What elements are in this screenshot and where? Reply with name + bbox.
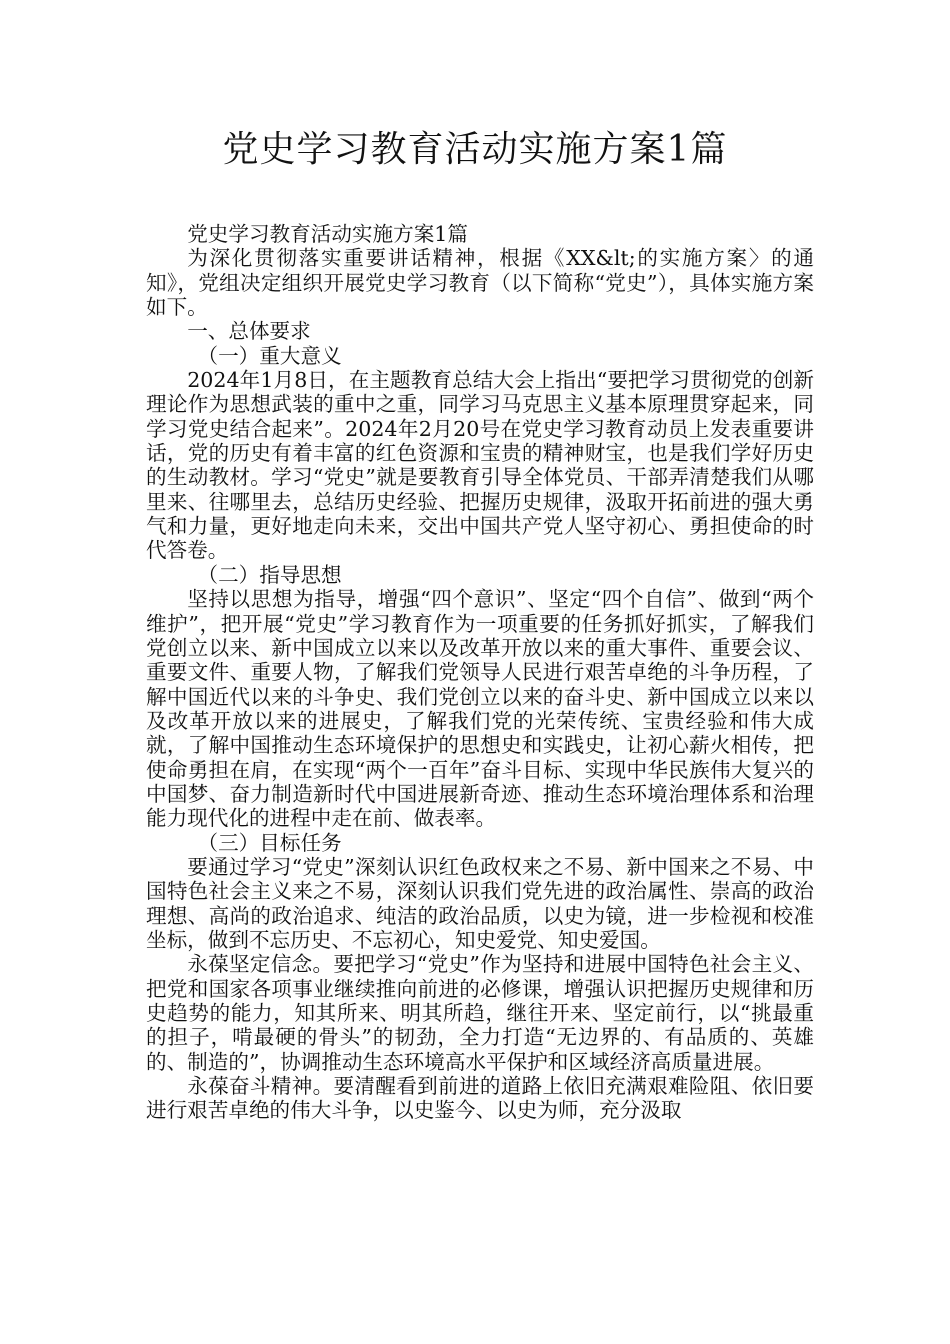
body-paragraph: 要通过学习“党史”深刻认识红色政权来之不易、新中国来之不易、中国特色社会主义来之不易，深刻认识我们党先进的政治属性、崇高的政治理想、高尚的政治追求、纯洁的政治品质，以史为镜，进一步检视和校准坐标，做到不忘历史、不忘初心，知史爱党、知史爱国。 (146, 854, 814, 952)
subsection-heading: （一）重大意义 (197, 343, 342, 368)
subsection-heading: （三）目标任务 (197, 830, 342, 855)
section-heading: 一、总体要求 (187, 319, 311, 344)
body-paragraph: 为深化贯彻落实重要讲话精神，根据《XX&lt;的实施方案〉的通知》，党组决定组织开展党史学习教育（以下简称“党史”），具体实施方案如下。 (146, 246, 814, 320)
body-paragraph: 永葆坚定信念。要把学习“党史”作为坚持和进展中国特色社会主义、把党和国家各项事业继续推向前进的必修课，增强认识把握历史规律和历史趋势的能力，知其所来、明其所趋，继往开来、坚定前行，以“挑最重的担子，啃最硬的骨头”的韧劲，全力打造“无边界的、有品质的、英雄的、制造的”，协调推动生态环境高水平保护和区域经济高质量进展。 (146, 952, 814, 1074)
body-paragraph: 党史学习教育活动实施方案1篇 (187, 222, 469, 246)
document-title: 党史学习教育活动实施方案1篇 (222, 129, 728, 170)
body-paragraph: 永葆奋斗精神。要清醒看到前进的道路上依旧充满艰难险阻、依旧要进行艰苦卓绝的伟大斗争，以史鉴今、以史为师，充分汲取 (146, 1074, 814, 1123)
subsection-heading: （二）指导思想 (197, 562, 342, 587)
body-paragraph: 坚持以思想为指导，增强“四个意识”、坚定“四个自信”、做到“两个维护”，把开展“党史”学习教育作为一项重要的任务抓好抓实，了解我们党创立以来、新中国成立以来以及改革开放以来的重大事件、重要会议、重要文件、重要人物，了解我们党领导人民进行艰苦卓绝的斗争历程，了解中国近代以来的斗争史、我们党创立以来的奋斗史、新中国成立以来以及改革开放以来的进展史，了解我们党的光荣传统、宝贵经验和伟大成就，了解中国推动生态环境保护的思想史和实践史，让初心薪火相传，把使命勇担在肩，在实现“两个一百年”奋斗目标、实现中华民族伟大复兴的中国梦、奋力制造新时代中国进展新奇迹、推动生态环境治理体系和治理能力现代化的进程中走在前、做表率。 (146, 587, 814, 831)
document-body (146, 222, 814, 1123)
body-paragraph: 2024年1月8日，在主题教育总结大会上指出“要把学习贯彻党的创新理论作为思想武装的重中之重，同学习马克思主义基本原理贯穿起来，同学习党史结合起来”。2024年2月20号在党史学习教育动员上发表重要讲话，党的历史有着丰富的红色资源和宝贵的精神财宝，也是我们学好历史的生动教材。学习“党史”就是要教育引导全体党员、干部弄清楚我们从哪里来、往哪里去，总结历史经验、把握历史规律，汲取开拓前进的强大勇气和力量，更好地走向未来，交出中国共产党人坚守初心、勇担使命的时代答卷。 (146, 368, 814, 563)
